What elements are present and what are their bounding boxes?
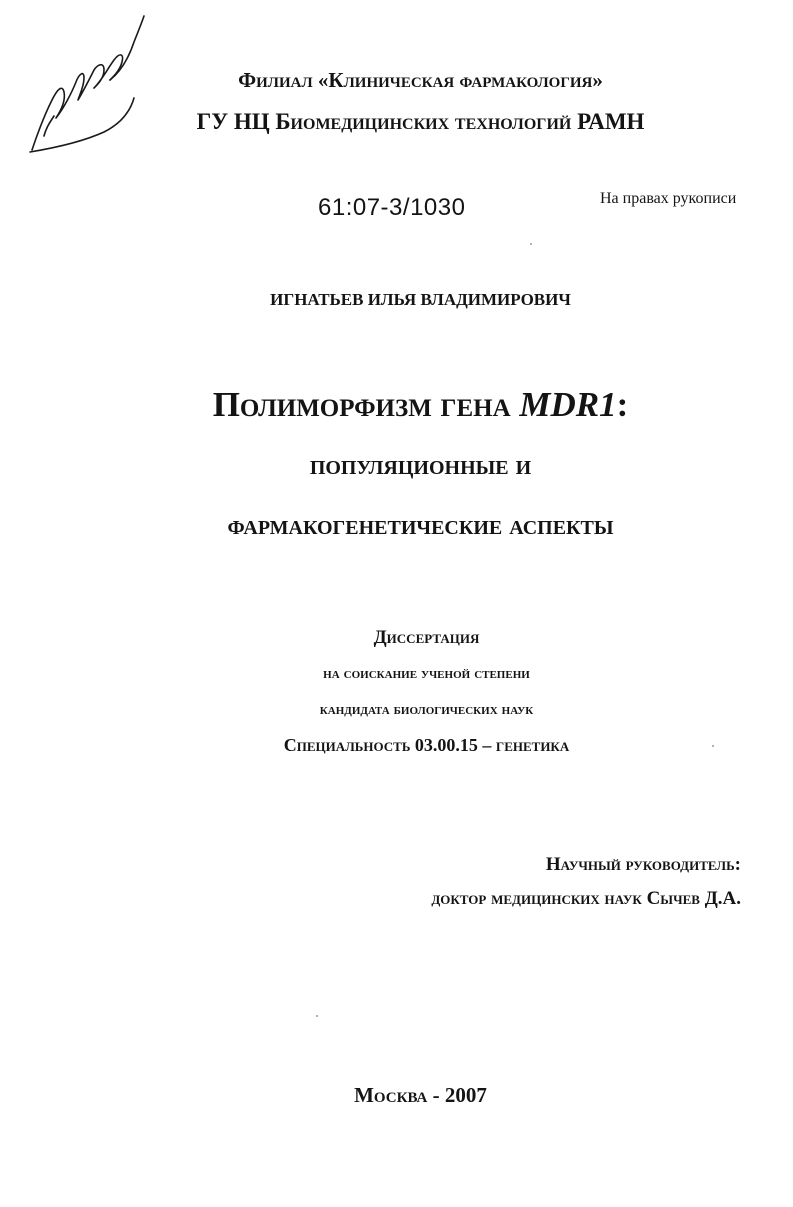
city-year: Москва - 2007 [354, 1083, 487, 1107]
scan-speck [712, 745, 714, 747]
title-line-1 [24, 387, 793, 422]
organization-parent: ГУ НЦ Биомедицинских технологий РАМН [196, 109, 645, 134]
degree-line-2: кандидата биологических наук [319, 701, 534, 718]
supervisor-label: Научный руководитель: [545, 854, 741, 875]
degree-line-1: на соискание ученой степени [323, 665, 530, 682]
title-line-3: фармакогенетические аспекты [227, 510, 614, 541]
author-name: ИГНАТЬЕВ ИЛЬЯ ВЛАДИМИРОВИЧ [270, 290, 571, 309]
dissertation-kind: Диссертация [373, 627, 480, 648]
supervisor-name: доктор медицинских наук Сычев Д.А. [431, 888, 741, 909]
specialty: Специальность 03.00.15 – генетика [283, 735, 570, 755]
gene-name: MDR1 [519, 385, 617, 424]
title-prefix: Полиморфизм гена [212, 385, 520, 424]
title-colon: : [616, 385, 629, 424]
scan-speck [530, 243, 532, 245]
registry-code: 61:07-3/1030 [318, 194, 466, 221]
organization-branch: Филиал «Клиническая фармакология» [238, 68, 603, 92]
title-line-2: популяционные и [309, 450, 532, 481]
rights-notice: На правах рукописи [600, 190, 737, 207]
scan-speck [316, 1015, 318, 1017]
